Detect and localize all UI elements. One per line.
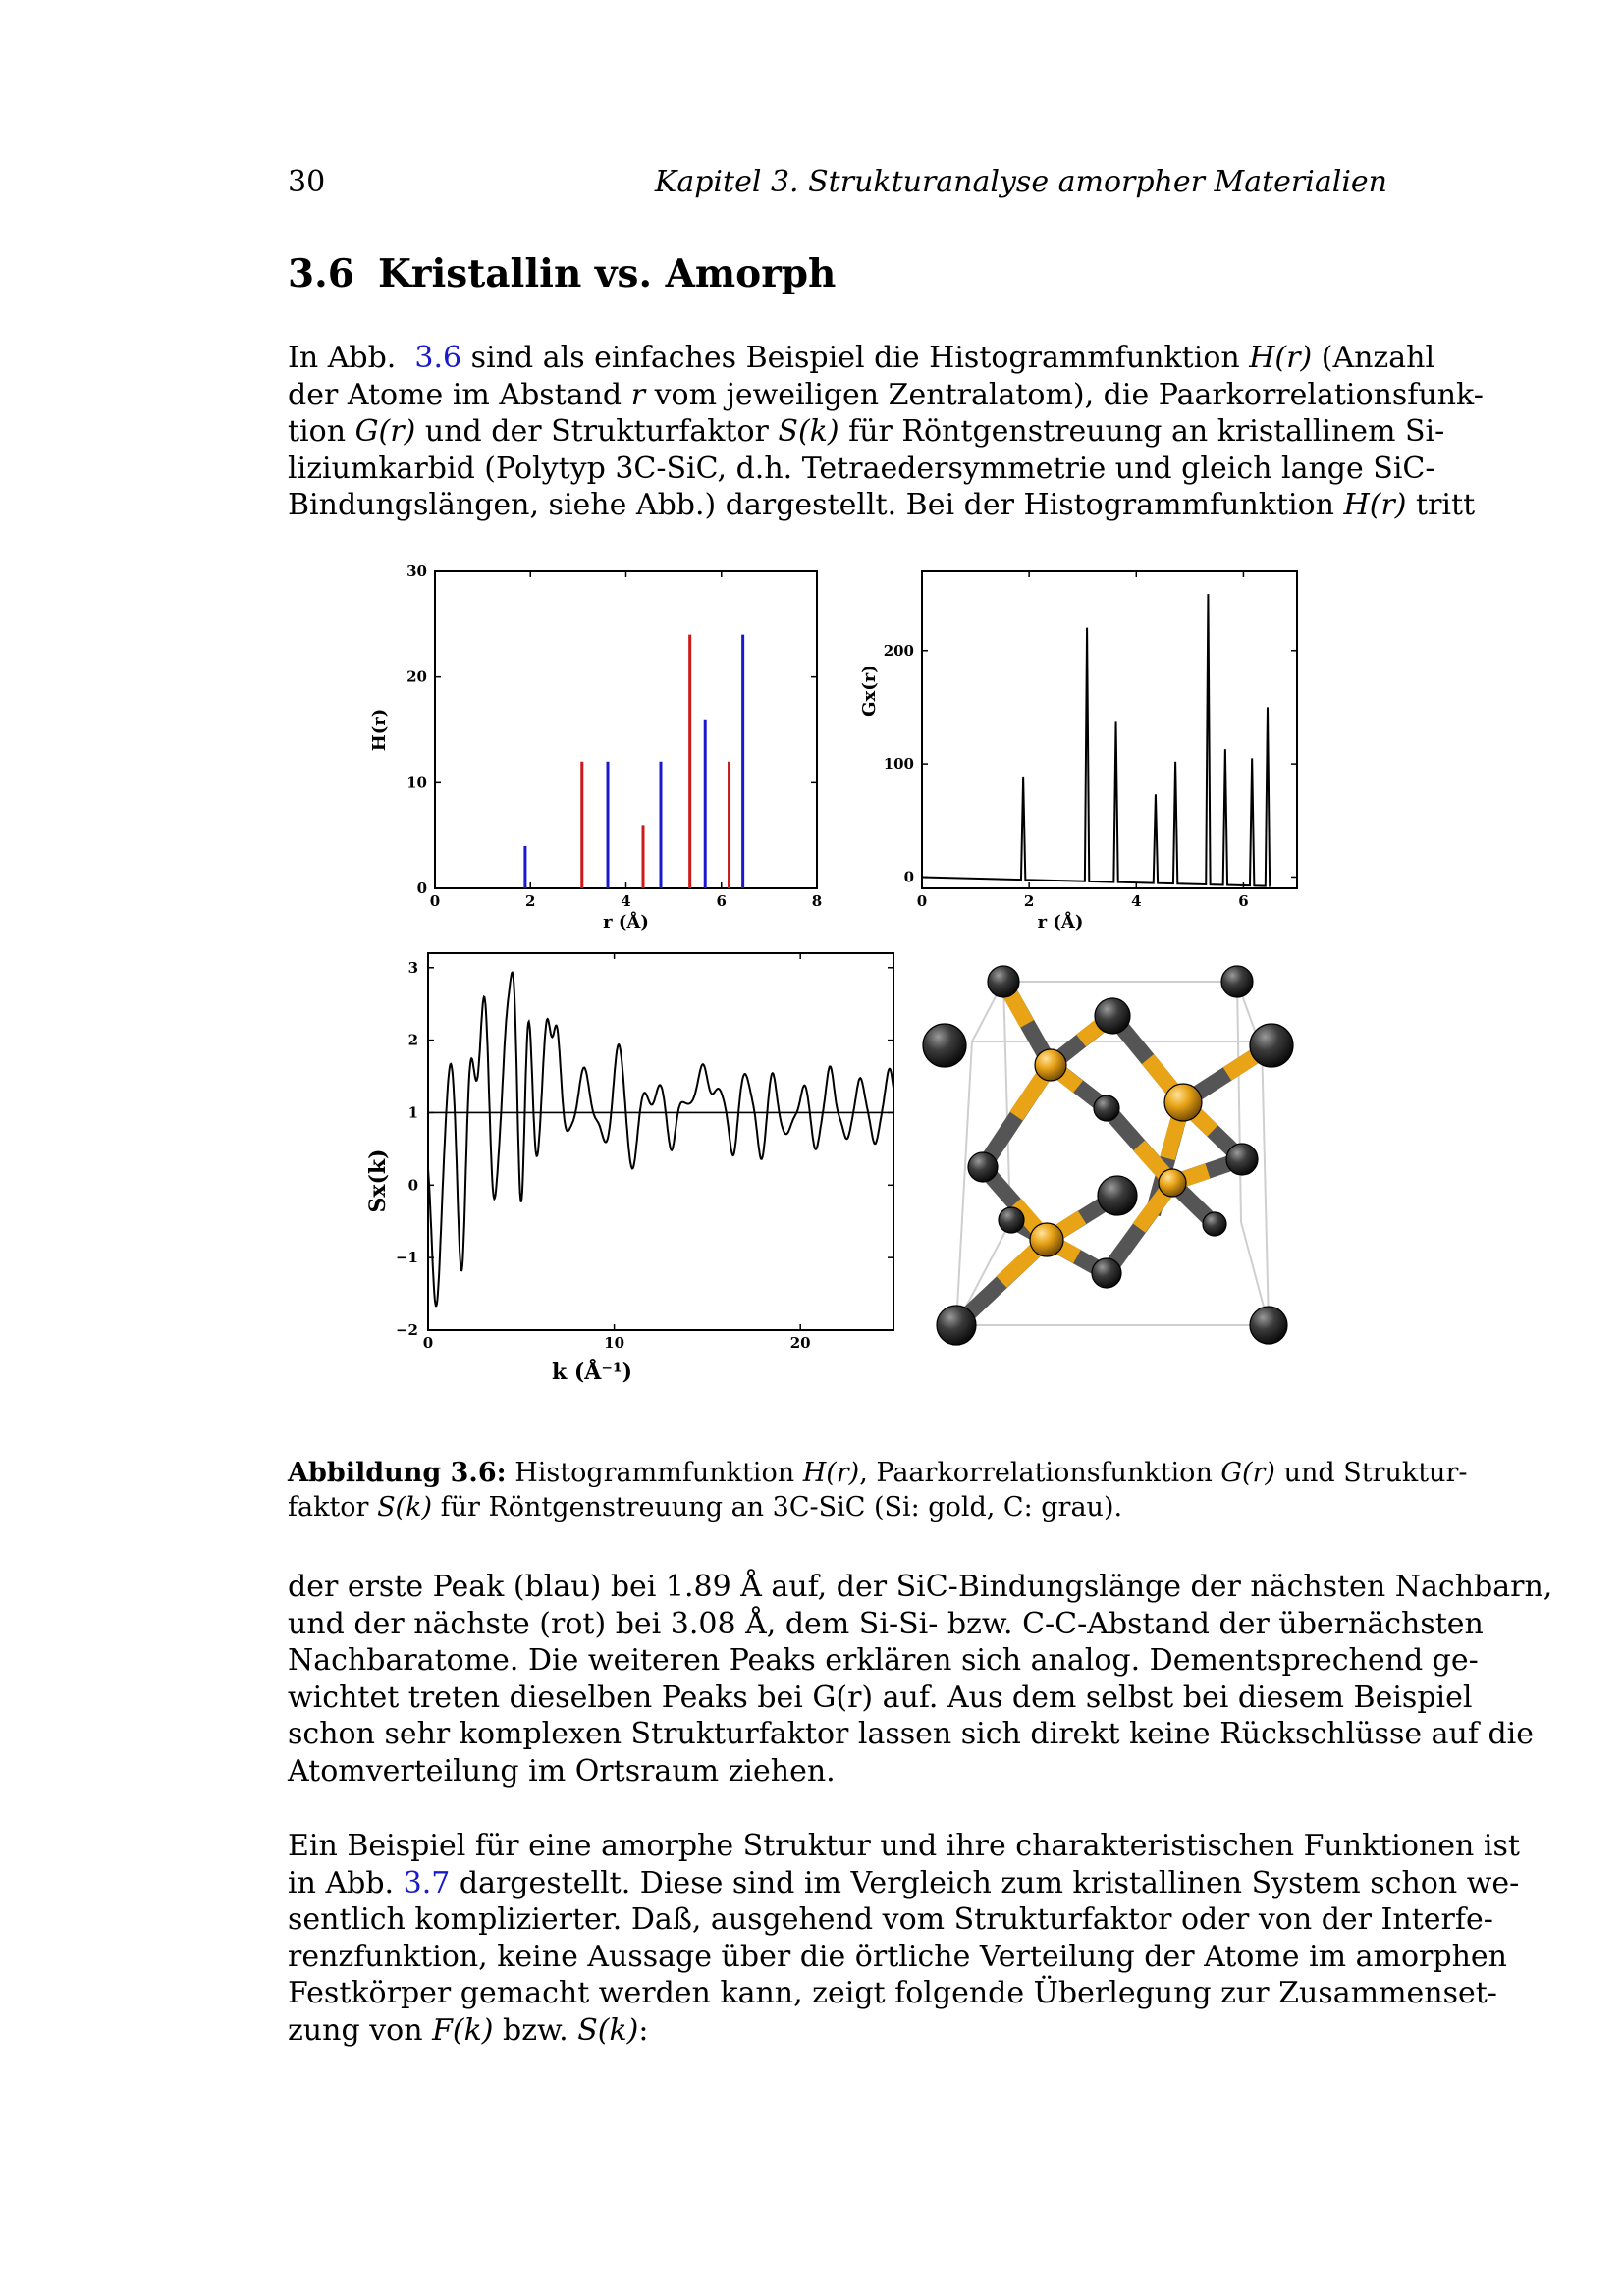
sic-crystal-structure-image	[913, 957, 1306, 1369]
plot-frame	[435, 571, 817, 888]
x-tick-label: 10	[604, 1334, 625, 1352]
paragraph-peaks	[288, 1569, 1553, 1789]
running-title: Kapitel 3. Strukturanalyse amorpher Materialien	[654, 165, 1387, 199]
page-header	[288, 165, 1387, 204]
figure-caption	[288, 1456, 1468, 1524]
y-tick-label: 100	[883, 755, 914, 774]
text-line: In Abb. 3.6 sind als einfaches Beispiel die Histogrammfunktion H(r) (Anzahl	[288, 341, 1435, 375]
x-tick-label: 4	[621, 892, 631, 910]
y-tick-label: 3	[407, 958, 418, 977]
carbon-atom	[1203, 1212, 1226, 1236]
y-tick-label: −1	[395, 1249, 418, 1267]
caption-line: Abbildung 3.6: Histogrammfunktion H(r), Paarkorrelationsfunktion G(r) und Struktur-	[288, 1458, 1468, 1488]
carbon-atom	[1098, 1176, 1137, 1215]
silicon-atom	[1035, 1049, 1066, 1081]
y-axis-label: Gx(r)	[859, 665, 880, 717]
y-tick-label: 0	[903, 868, 914, 886]
text-line: zung von F(k) bzw. S(k):	[288, 2012, 649, 2048]
figure-reference-link[interactable]: 3.6	[414, 341, 462, 375]
structure-factor-curve	[428, 973, 893, 1307]
y-tick-label: 200	[883, 641, 914, 660]
y-tick-label: 1	[407, 1103, 418, 1122]
y-axis-label: Sx(k)	[365, 1148, 391, 1213]
carbon-atom	[937, 1306, 976, 1345]
plot-frame	[428, 953, 893, 1330]
histogram-chart	[363, 560, 825, 933]
y-tick-label: 10	[406, 774, 427, 792]
x-axis-label: r (Å)	[603, 912, 649, 933]
x-tick-label: 0	[429, 892, 441, 910]
silicon-atom	[1164, 1084, 1202, 1121]
y-tick-label: 30	[406, 562, 427, 580]
pair-correlation-curve	[922, 594, 1271, 886]
figure-reference-link[interactable]: 3.7	[403, 1865, 451, 1900]
x-tick-label: 4	[1131, 892, 1142, 910]
y-tick-label: 20	[406, 667, 427, 686]
y-tick-label: 0	[407, 1176, 418, 1195]
carbon-atom	[1226, 1144, 1258, 1175]
x-tick-label: 6	[716, 892, 727, 910]
carbon-atom	[1095, 998, 1130, 1034]
text-line: Atomverteilung im Ortsraum ziehen.	[288, 1753, 836, 1789]
y-tick-label: 0	[416, 880, 427, 897]
carbon-atom	[1094, 1095, 1119, 1121]
x-tick-label: 6	[1238, 892, 1249, 910]
y-axis-label: H(r)	[369, 708, 390, 752]
section-heading	[288, 251, 836, 296]
text-line: der erste Peak (blau) bei 1.89 Å auf, der SiC-Bindungslänge der nächsten Nachbarn,	[288, 1570, 1553, 1604]
carbon-atom	[988, 966, 1019, 997]
section-title: Kristallin vs. Amorph	[378, 251, 837, 296]
pair-correlation-chart	[839, 560, 1301, 933]
caption-label: Abbildung 3.6:	[288, 1458, 507, 1488]
paragraph-amorph	[288, 1828, 1520, 2049]
y-tick-label: −2	[395, 1321, 418, 1339]
text-line: Ein Beispiel für eine amorphe Struktur und ihre charakteristischen Funktionen ist	[288, 1829, 1520, 1863]
carbon-atom	[1250, 1307, 1287, 1344]
carbon-atom	[923, 1024, 966, 1067]
text-line: renzfunktion, keine Aussage über die örtliche Verteilung der Atome im amorphen	[288, 1939, 1507, 1974]
carbon-atom	[1250, 1024, 1293, 1067]
x-tick-label: 0	[422, 1334, 434, 1352]
text-line: liziumkarbid (Polytyp 3C-SiC, d.h. Tetraedersymmetrie und gleich lange SiC-	[288, 451, 1435, 486]
text-line: Nachbaratome. Die weiteren Peaks erklären sich analog. Dementsprechend ge-	[288, 1643, 1479, 1678]
x-tick-label: 2	[1023, 892, 1035, 910]
text-line: Festkörper gemacht werden kann, zeigt folgende Überlegung zur Zusammenset-	[288, 1976, 1497, 2010]
carbon-atom	[999, 1207, 1024, 1233]
text-line: und der nächste (rot) bei 3.08 Å, dem Si-Si- bzw. C-C-Abstand der übernächsten	[288, 1606, 1484, 1641]
paragraph-intro	[288, 340, 1484, 524]
y-tick-label: 2	[407, 1031, 418, 1049]
x-tick-label: 20	[789, 1334, 811, 1352]
text-line: der Atome im Abstand r vom jeweiligen Zentralatom), die Paarkorrelationsfunk-	[288, 377, 1484, 412]
carbon-atom	[1221, 966, 1253, 997]
text-line: wichtet treten dieselben Peaks bei G(r) auf. Aus dem selbst bei diesem Beispiel	[288, 1680, 1473, 1715]
text-line: schon sehr komplexen Strukturfaktor lassen sich direkt keine Rückschlüsse auf die	[288, 1717, 1535, 1751]
x-tick-label: 8	[811, 892, 823, 910]
text-line: tion G(r) und der Strukturfaktor S(k) für Röntgenstreuung an kristallinem Si-	[288, 414, 1445, 449]
text-line: sentlich komplizierter. Daß, ausgehend vom Strukturfaktor oder von der Interfe-	[288, 1902, 1493, 1937]
x-axis-label: r (Å)	[1037, 912, 1084, 933]
carbon-atom	[968, 1152, 998, 1182]
structure-factor-chart	[363, 947, 898, 1399]
text-line: in Abb. 3.7 dargestellt. Diese sind im Vergleich zum kristallinen System schon we-	[288, 1865, 1520, 1900]
silicon-atom	[1030, 1223, 1063, 1256]
section-number: 3.6	[288, 251, 354, 296]
x-axis-label: k (Å⁻¹)	[551, 1360, 633, 1385]
caption-line: faktor S(k) für Röntgenstreuung an 3C-SiC (Si: gold, C: grau).	[288, 1492, 1123, 1522]
page-number: 30	[288, 165, 326, 199]
x-tick-label: 2	[525, 892, 536, 910]
x-tick-label: 0	[916, 892, 928, 910]
silicon-atom	[1159, 1169, 1186, 1197]
plot-frame	[922, 571, 1297, 888]
carbon-atom	[1092, 1258, 1121, 1288]
text-line: Bindungslängen, siehe Abb.) dargestellt. Bei der Histogrammfunktion H(r) tritt	[288, 488, 1476, 522]
